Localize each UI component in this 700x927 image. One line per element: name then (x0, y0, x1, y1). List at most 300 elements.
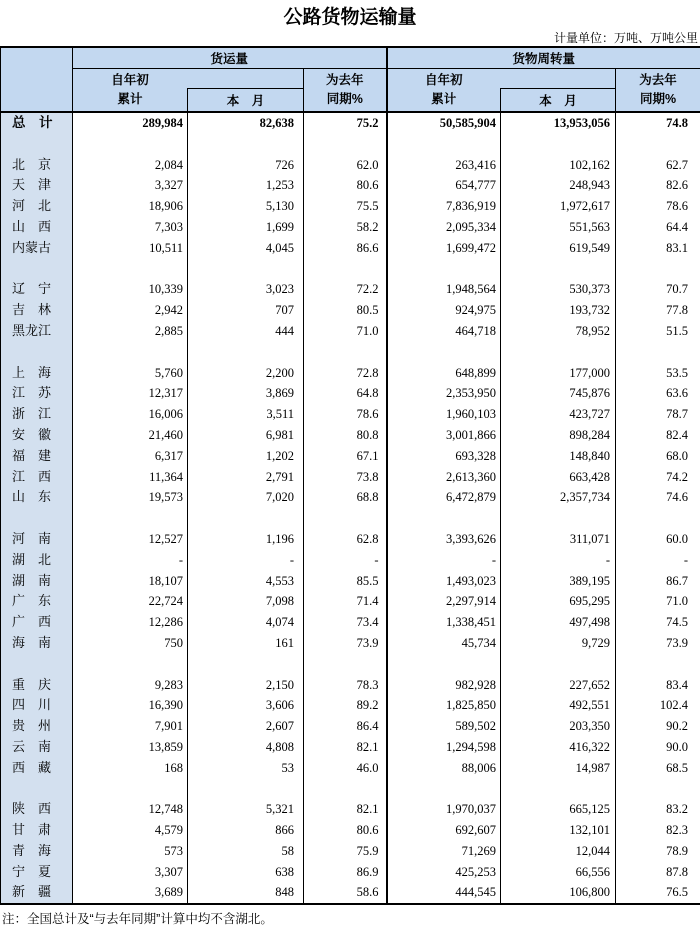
value-cell: 3,689 (154, 885, 183, 900)
table-row (1, 758, 700, 779)
region-cell: 吉 林 (1, 300, 73, 321)
table-row (1, 841, 700, 862)
value-cell: 227,652 (501, 675, 616, 696)
value-cell: 16,006 (148, 407, 183, 422)
value-cell: 9,729 (501, 633, 616, 654)
value-cell: 148,840 (501, 446, 616, 467)
value-cell: 2,297,914 (387, 591, 501, 612)
value-cell: 1,294,598 (387, 737, 501, 758)
value-cell: 78.6 (304, 404, 387, 425)
value-cell: 6,317 (154, 448, 183, 463)
value-cell (501, 779, 616, 800)
value-cell: 3,869 (188, 383, 304, 404)
region-cell: 上 海 (1, 363, 73, 384)
value-cell: 12,044 (501, 841, 616, 862)
value-cell (73, 342, 188, 363)
table-row (1, 612, 700, 633)
header-cumulative-line2: 累计 (431, 91, 457, 106)
value-cell: 497,498 (501, 612, 616, 633)
value-cell (387, 342, 501, 363)
value-cell: 71.4 (304, 591, 387, 612)
value-cell (304, 342, 387, 363)
header-group-freight-volume: 货运量 (73, 47, 387, 68)
value-cell: 423,727 (501, 404, 616, 425)
value-cell: 73.4 (304, 612, 387, 633)
header-cumulative-line2: 累计 (117, 91, 143, 106)
value-cell: 80.5 (304, 300, 387, 321)
region-cell: 安 徽 (1, 425, 73, 446)
separator-row (1, 508, 700, 529)
value-cell: 64.4 (616, 217, 700, 238)
value-cell: 58 (188, 841, 304, 862)
table-row (1, 175, 700, 196)
value-cell: 425,253 (387, 862, 501, 883)
header-spacer-2 (501, 68, 616, 88)
value-cell: 2,150 (188, 675, 304, 696)
value-cell: 60.0 (616, 529, 700, 550)
table-body (1, 112, 700, 904)
value-cell (73, 779, 188, 800)
value-cell: 7,303 (154, 219, 183, 234)
value-cell (188, 654, 304, 675)
value-cell: 82.6 (616, 175, 700, 196)
value-cell: 2,942 (154, 303, 183, 318)
table-row (1, 155, 700, 176)
table-row (1, 633, 700, 654)
value-cell (73, 259, 188, 280)
value-cell: 83.4 (616, 675, 700, 696)
value-cell: - (616, 550, 700, 571)
value-cell: 1,972,617 (501, 196, 616, 217)
value-cell: 924,975 (387, 300, 501, 321)
value-cell (304, 508, 387, 529)
value-cell (501, 342, 616, 363)
value-cell: 76.5 (616, 882, 700, 904)
value-cell: 848 (188, 882, 304, 904)
value-cell: 51.5 (616, 321, 700, 342)
separator-row (1, 654, 700, 675)
table-row (1, 529, 700, 550)
value-cell: - (501, 550, 616, 571)
region-cell: 海 南 (1, 633, 73, 654)
value-cell: 73.9 (304, 633, 387, 654)
header-this-month-2: 本 月 (501, 88, 616, 112)
page-title: 公路货物运输量 (283, 7, 417, 28)
value-cell: 12,527 (148, 531, 183, 546)
table-row (1, 279, 700, 300)
value-cell: 67.1 (304, 446, 387, 467)
value-cell: 464,718 (387, 321, 501, 342)
value-cell (304, 654, 387, 675)
region-cell: 山 东 (1, 487, 73, 508)
value-cell: 492,551 (501, 695, 616, 716)
value-cell (616, 134, 700, 155)
value-cell: 68.0 (616, 446, 700, 467)
region-cell: 青 海 (1, 841, 73, 862)
region-cell: 浙 江 (1, 404, 73, 425)
region-cell: 宁 夏 (1, 862, 73, 883)
value-cell (387, 134, 501, 155)
value-cell: 10,511 (149, 240, 183, 255)
value-cell: 654,777 (387, 175, 501, 196)
header-cumulative-line1: 自年初 (425, 72, 463, 87)
value-cell: 21,460 (148, 427, 183, 442)
value-cell: 203,350 (501, 716, 616, 737)
value-cell: 74.8 (616, 112, 700, 134)
value-cell: 389,195 (501, 571, 616, 592)
table-row (1, 716, 700, 737)
region-cell (1, 654, 73, 675)
value-cell (387, 508, 501, 529)
region-cell: 总 计 (1, 112, 73, 134)
region-cell: 西 藏 (1, 758, 73, 779)
region-cell: 湖 北 (1, 550, 73, 571)
region-cell: 福 建 (1, 446, 73, 467)
value-cell: 53.5 (616, 363, 700, 384)
table-row (1, 321, 700, 342)
region-cell: 辽 宁 (1, 279, 73, 300)
value-cell: 263,416 (387, 155, 501, 176)
value-cell (304, 779, 387, 800)
value-cell: 1,699,472 (387, 238, 501, 259)
region-cell: 云 南 (1, 737, 73, 758)
region-cell: 江 苏 (1, 383, 73, 404)
value-cell: 90.0 (616, 737, 700, 758)
value-cell: 619,549 (501, 238, 616, 259)
value-cell: 1,948,564 (387, 279, 501, 300)
value-cell (387, 779, 501, 800)
value-cell: 4,553 (188, 571, 304, 592)
separator-row (1, 134, 700, 155)
value-cell: 78.7 (616, 404, 700, 425)
value-cell: 5,760 (154, 365, 183, 380)
value-cell: 1,253 (188, 175, 304, 196)
value-cell: 12,748 (148, 802, 183, 817)
value-cell: 74.2 (616, 467, 700, 488)
value-cell: 106,800 (501, 882, 616, 904)
value-cell: 88,006 (387, 758, 501, 779)
region-cell (1, 259, 73, 280)
table-row (1, 675, 700, 696)
region-cell (1, 779, 73, 800)
value-cell: 73.9 (616, 633, 700, 654)
value-cell: 82,638 (188, 112, 304, 134)
value-cell: - (387, 550, 501, 571)
value-cell: 2,885 (154, 323, 183, 338)
value-cell: 551,563 (501, 217, 616, 238)
value-cell: 530,373 (501, 279, 616, 300)
value-cell: 9,283 (154, 677, 183, 692)
value-cell (304, 259, 387, 280)
value-cell: 7,836,919 (387, 196, 501, 217)
value-cell: 3,001,866 (387, 425, 501, 446)
value-cell: 63.6 (616, 383, 700, 404)
region-cell: 广 西 (1, 612, 73, 633)
header-yoy-line2: 同期% (326, 91, 363, 106)
value-cell (616, 779, 700, 800)
value-cell: 16,390 (148, 698, 183, 713)
table-row (1, 591, 700, 612)
value-cell: 62.8 (304, 529, 387, 550)
value-cell: 1,699 (188, 217, 304, 238)
value-cell: 648,899 (387, 363, 501, 384)
region-cell: 河 南 (1, 529, 73, 550)
value-cell: 6,981 (188, 425, 304, 446)
value-cell: 1,960,103 (387, 404, 501, 425)
region-cell: 四 川 (1, 695, 73, 716)
region-cell (1, 342, 73, 363)
value-cell: 3,023 (188, 279, 304, 300)
value-cell: 4,579 (154, 823, 183, 838)
value-cell (501, 259, 616, 280)
value-cell: 70.7 (616, 279, 700, 300)
region-cell: 江 西 (1, 467, 73, 488)
value-cell: - (188, 550, 304, 571)
header-yoy-line2: 同期% (639, 91, 677, 106)
value-cell: 589,502 (387, 716, 501, 737)
table-row (1, 383, 700, 404)
value-cell: 6,472,879 (387, 487, 501, 508)
value-cell: 663,428 (501, 467, 616, 488)
value-cell: - (178, 552, 183, 567)
region-cell: 甘 肃 (1, 820, 73, 841)
value-cell: 2,084 (154, 157, 183, 172)
value-cell: 71.0 (616, 591, 700, 612)
value-cell: 102.4 (616, 695, 700, 716)
header-cumulative-2 (387, 68, 501, 112)
value-cell: 78.3 (304, 675, 387, 696)
value-cell: 62.7 (616, 155, 700, 176)
value-cell: 71.0 (304, 321, 387, 342)
value-cell: 2,357,734 (501, 487, 616, 508)
region-cell: 重 庆 (1, 675, 73, 696)
value-cell (188, 259, 304, 280)
value-cell: 707 (188, 300, 304, 321)
value-cell: 78.6 (616, 196, 700, 217)
value-cell: 4,808 (188, 737, 304, 758)
value-cell: 90.2 (616, 716, 700, 737)
value-cell: 86.6 (304, 238, 387, 259)
value-cell (616, 259, 700, 280)
value-cell: 638 (188, 862, 304, 883)
value-cell: 982,928 (387, 675, 501, 696)
value-cell: 695,295 (501, 591, 616, 612)
value-cell: 80.6 (304, 820, 387, 841)
value-cell (73, 508, 188, 529)
header-group-freight-turnover: 货物周转量 (387, 47, 700, 68)
value-cell: 4,074 (188, 612, 304, 633)
value-cell: 692,607 (387, 820, 501, 841)
value-cell: 193,732 (501, 300, 616, 321)
value-cell (501, 508, 616, 529)
value-cell: 2,353,950 (387, 383, 501, 404)
value-cell: 132,101 (501, 820, 616, 841)
value-cell: 444 (188, 321, 304, 342)
value-cell (387, 259, 501, 280)
value-cell: 3,511 (188, 404, 304, 425)
value-cell: 19,573 (148, 490, 183, 505)
value-cell: 444,545 (387, 882, 501, 904)
value-cell: 75.9 (304, 841, 387, 862)
table-row (1, 238, 700, 259)
value-cell (616, 654, 700, 675)
table-row (1, 862, 700, 883)
value-cell: 45,734 (387, 633, 501, 654)
value-cell: 53 (188, 758, 304, 779)
value-cell: 102,162 (501, 155, 616, 176)
table-row (1, 446, 700, 467)
value-cell: 13,859 (148, 739, 183, 754)
region-cell: 陕 西 (1, 799, 73, 820)
value-cell: 1,825,850 (387, 695, 501, 716)
value-cell: 86.7 (616, 571, 700, 592)
value-cell: 1,970,037 (387, 799, 501, 820)
value-cell: - (304, 550, 387, 571)
header-yoy-line1: 为去年 (326, 72, 364, 87)
value-cell: 1,493,023 (387, 571, 501, 592)
value-cell: 1,338,451 (387, 612, 501, 633)
value-cell: 248,943 (501, 175, 616, 196)
region-cell (1, 134, 73, 155)
value-cell: 64.8 (304, 383, 387, 404)
value-cell: 573 (164, 843, 183, 858)
value-cell (501, 134, 616, 155)
value-cell: 18,906 (148, 199, 183, 214)
value-cell: 83.1 (616, 238, 700, 259)
value-cell: 78,952 (501, 321, 616, 342)
value-cell (387, 654, 501, 675)
header-corner-cell (1, 47, 73, 112)
value-cell: 726 (188, 155, 304, 176)
header-cumulative-line1: 自年初 (111, 72, 149, 87)
value-cell: 2,095,334 (387, 217, 501, 238)
table-row (1, 196, 700, 217)
value-cell (188, 779, 304, 800)
region-cell: 北 京 (1, 155, 73, 176)
value-cell: 72.8 (304, 363, 387, 384)
value-cell: 12,286 (148, 615, 183, 630)
value-cell: 866 (188, 820, 304, 841)
header-yoy-percent-2 (616, 68, 700, 112)
value-cell: 10,339 (148, 282, 183, 297)
region-cell: 内蒙古 (1, 238, 73, 259)
value-cell: 82.1 (304, 737, 387, 758)
value-cell: 3,393,626 (387, 529, 501, 550)
value-cell: 83.2 (616, 799, 700, 820)
region-cell: 广 东 (1, 591, 73, 612)
value-cell: 4,045 (188, 238, 304, 259)
footnote: 注：全国总计及“与去年同期”计算中均不含湖北。 (2, 912, 273, 927)
value-cell: 168 (164, 760, 183, 775)
value-cell: 68.5 (616, 758, 700, 779)
value-cell: 898,284 (501, 425, 616, 446)
value-cell: 73.8 (304, 467, 387, 488)
value-cell: 7,901 (154, 719, 183, 734)
separator-row (1, 779, 700, 800)
unit-note: 计量单位：万吨、万吨公里 (553, 31, 698, 45)
value-cell: 289,984 (73, 112, 188, 134)
value-cell: 89.2 (304, 695, 387, 716)
value-cell: 2,200 (188, 363, 304, 384)
value-cell: 7,020 (188, 487, 304, 508)
value-cell: 750 (164, 635, 183, 650)
value-cell (616, 342, 700, 363)
table-row (1, 882, 700, 904)
value-cell: 177,000 (501, 363, 616, 384)
value-cell (73, 134, 188, 155)
value-cell: 86.4 (304, 716, 387, 737)
value-cell: 311,071 (501, 529, 616, 550)
freight-table (0, 46, 700, 905)
region-cell: 贵 州 (1, 716, 73, 737)
region-cell: 新 疆 (1, 882, 73, 904)
value-cell: 2,791 (188, 467, 304, 488)
separator-row (1, 259, 700, 280)
table-row (1, 404, 700, 425)
value-cell: 665,125 (501, 799, 616, 820)
value-cell: 58.2 (304, 217, 387, 238)
value-cell: 745,876 (501, 383, 616, 404)
value-cell: 78.9 (616, 841, 700, 862)
region-cell: 山 西 (1, 217, 73, 238)
value-cell: 80.8 (304, 425, 387, 446)
table-row (1, 425, 700, 446)
value-cell: 12,317 (148, 386, 183, 401)
table-row (1, 112, 700, 134)
value-cell: 74.6 (616, 487, 700, 508)
value-cell: 58.6 (304, 882, 387, 904)
value-cell: 3,606 (188, 695, 304, 716)
value-cell: 68.8 (304, 487, 387, 508)
value-cell: 161 (188, 633, 304, 654)
value-cell: 82.1 (304, 799, 387, 820)
table-row (1, 300, 700, 321)
table-row (1, 799, 700, 820)
value-cell: 74.5 (616, 612, 700, 633)
region-cell: 河 北 (1, 196, 73, 217)
value-cell (73, 654, 188, 675)
value-cell: 22,724 (148, 594, 183, 609)
value-cell: 80.6 (304, 175, 387, 196)
header-cumulative-1 (73, 68, 188, 112)
table-row (1, 550, 700, 571)
table-row (1, 737, 700, 758)
value-cell: 3,307 (154, 864, 183, 879)
separator-row (1, 342, 700, 363)
value-cell: 85.5 (304, 571, 387, 592)
table-row (1, 487, 700, 508)
value-cell: 66,556 (501, 862, 616, 883)
value-cell: 75.2 (304, 112, 387, 134)
value-cell: 77.8 (616, 300, 700, 321)
table-row (1, 467, 700, 488)
value-cell: 72.2 (304, 279, 387, 300)
value-cell: 3,327 (154, 178, 183, 193)
value-cell (188, 134, 304, 155)
value-cell: 2,613,360 (387, 467, 501, 488)
value-cell: 416,322 (501, 737, 616, 758)
value-cell (501, 654, 616, 675)
value-cell: 7,098 (188, 591, 304, 612)
header-yoy-percent-1 (304, 68, 387, 112)
table-row (1, 571, 700, 592)
value-cell: 5,130 (188, 196, 304, 217)
region-cell: 湖 南 (1, 571, 73, 592)
region-cell (1, 508, 73, 529)
table-row (1, 820, 700, 841)
value-cell: 86.9 (304, 862, 387, 883)
header-this-month-1: 本 月 (188, 88, 304, 112)
